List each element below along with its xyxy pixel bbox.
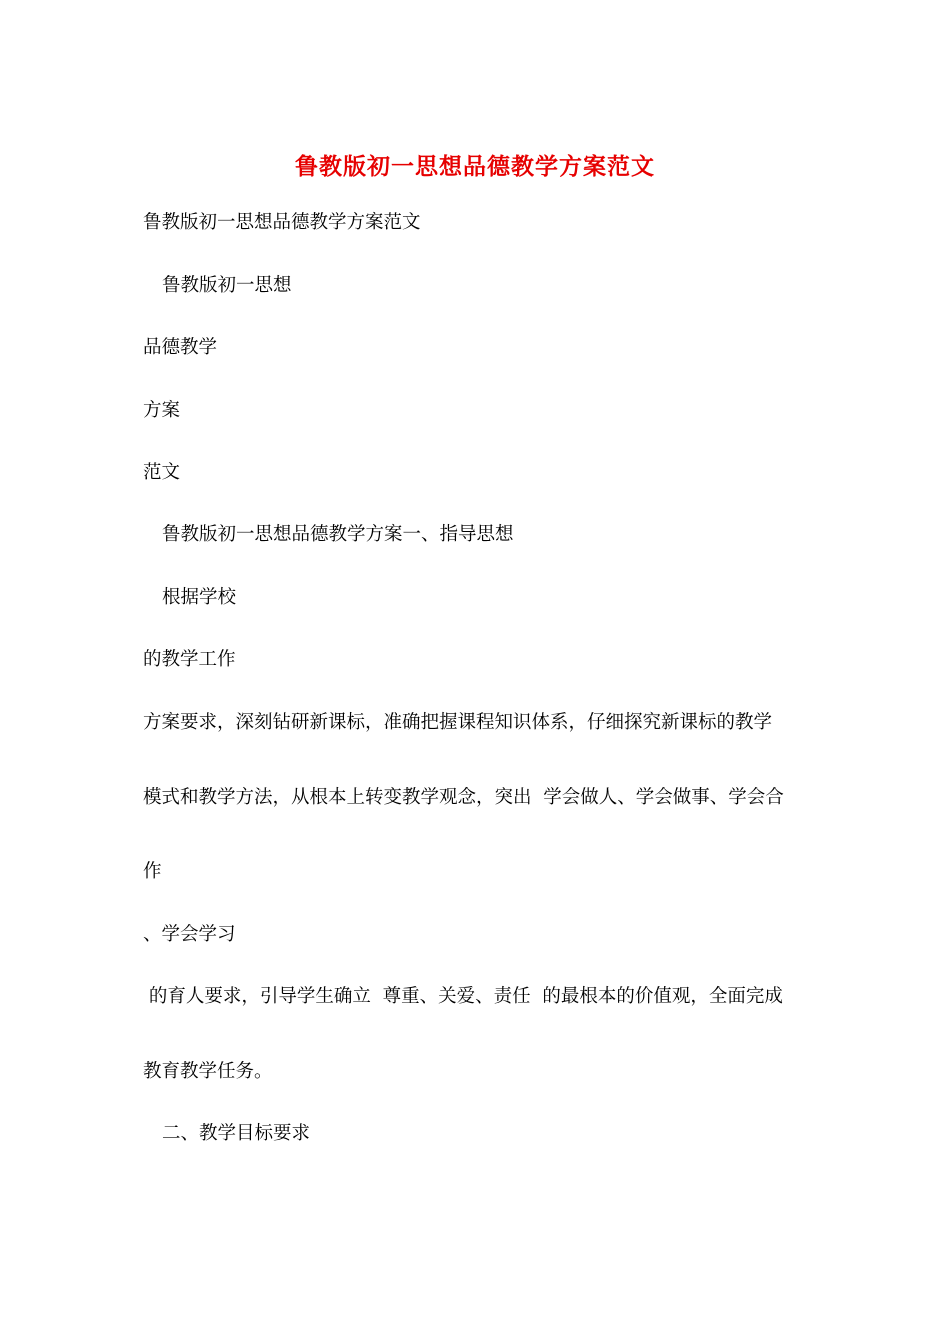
text-line: 鲁教版初一思想品德教学方案范文 (143, 212, 421, 233)
text-line: 范文 (143, 462, 181, 483)
text-line: 方案 (143, 400, 181, 421)
text-line: 方案要求，深刻钻研新课标，准确把握课程知识体系，仔细探究新课标的教学 (143, 712, 773, 733)
text-line: 鲁教版初一思想品德教学方案一、指导思想 (162, 524, 514, 545)
text-line: 鲁教版初一思想 (162, 275, 292, 296)
text-line: 的育人要求，引导学生确立 尊重、关爱、责任 的最根本的价值观，全面完成 (143, 986, 783, 1007)
text-line: 根据学校 (162, 587, 237, 608)
text-line: 教育教学任务。 (143, 1061, 273, 1082)
text-line: 品德教学 (143, 337, 218, 358)
text-line: 的教学工作 (143, 649, 236, 670)
text-line: 、学会学习 (143, 924, 236, 945)
text-line: 模式和教学方法，从根本上转变教学观念，突出 学会做人、学会做事、学会合 (143, 787, 784, 808)
document-title: 鲁教版初一思想品德教学方案范文 (295, 153, 655, 180)
text-line: 作 (143, 861, 162, 882)
text-line: 二、教学目标要求 (162, 1123, 311, 1144)
